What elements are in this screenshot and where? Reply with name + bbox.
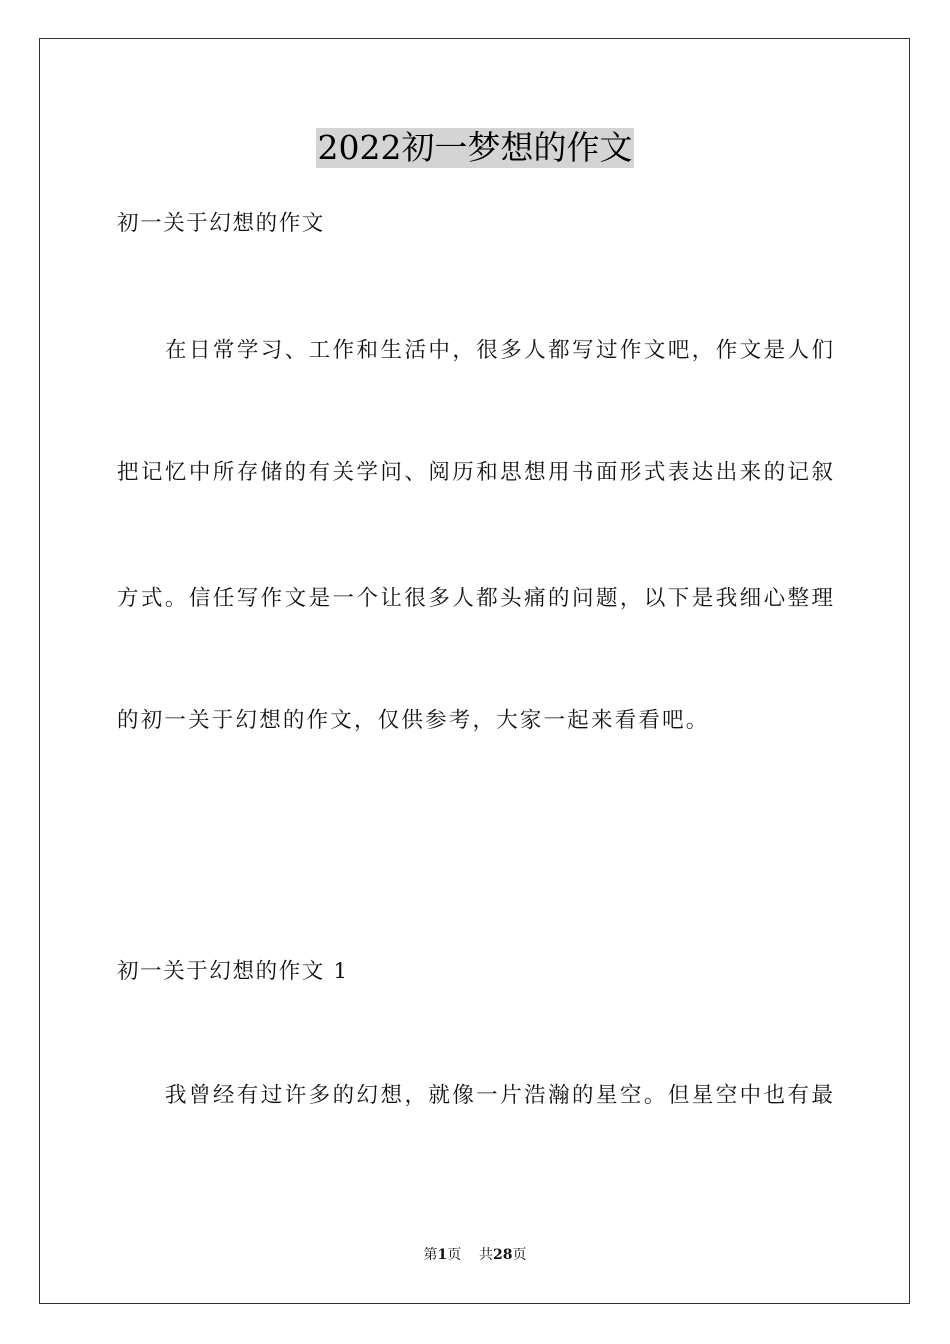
document-title-wrap: [0, 128, 950, 168]
footer-total-suffix: 页: [512, 1247, 527, 1263]
section-heading: 初一关于幻想的作文 1: [117, 959, 349, 984]
page-footer: [0, 1246, 950, 1264]
paragraph-line-last: 的初一关于幻想的作文，仅供参考，大家一起来看看吧。: [117, 708, 710, 733]
paragraph-line: 我曾经有过许多的幻想，就像一片浩瀚的星空。但星空中也有最: [165, 1083, 833, 1108]
document-subtitle: 初一关于幻想的作文: [117, 211, 325, 236]
footer-total-prefix: 共: [479, 1247, 494, 1263]
footer-page-number: 1: [437, 1247, 448, 1263]
paragraph-line: 方式。信任写作文是一个让很多人都头痛的问题，以下是我细心整理: [117, 586, 833, 611]
paragraph-line: 在日常学习、工作和生活中，很多人都写过作文吧，作文是人们: [165, 338, 833, 363]
footer-total-pages: 28: [493, 1247, 513, 1263]
footer-page-prefix: 第: [423, 1247, 438, 1263]
paragraph-line: 把记忆中所存储的有关学问、阅历和思想用书面形式表达出来的记叙: [117, 460, 833, 485]
footer-page-suffix: 页: [447, 1247, 462, 1263]
document-title: 2022初一梦想的作文: [317, 128, 633, 167]
